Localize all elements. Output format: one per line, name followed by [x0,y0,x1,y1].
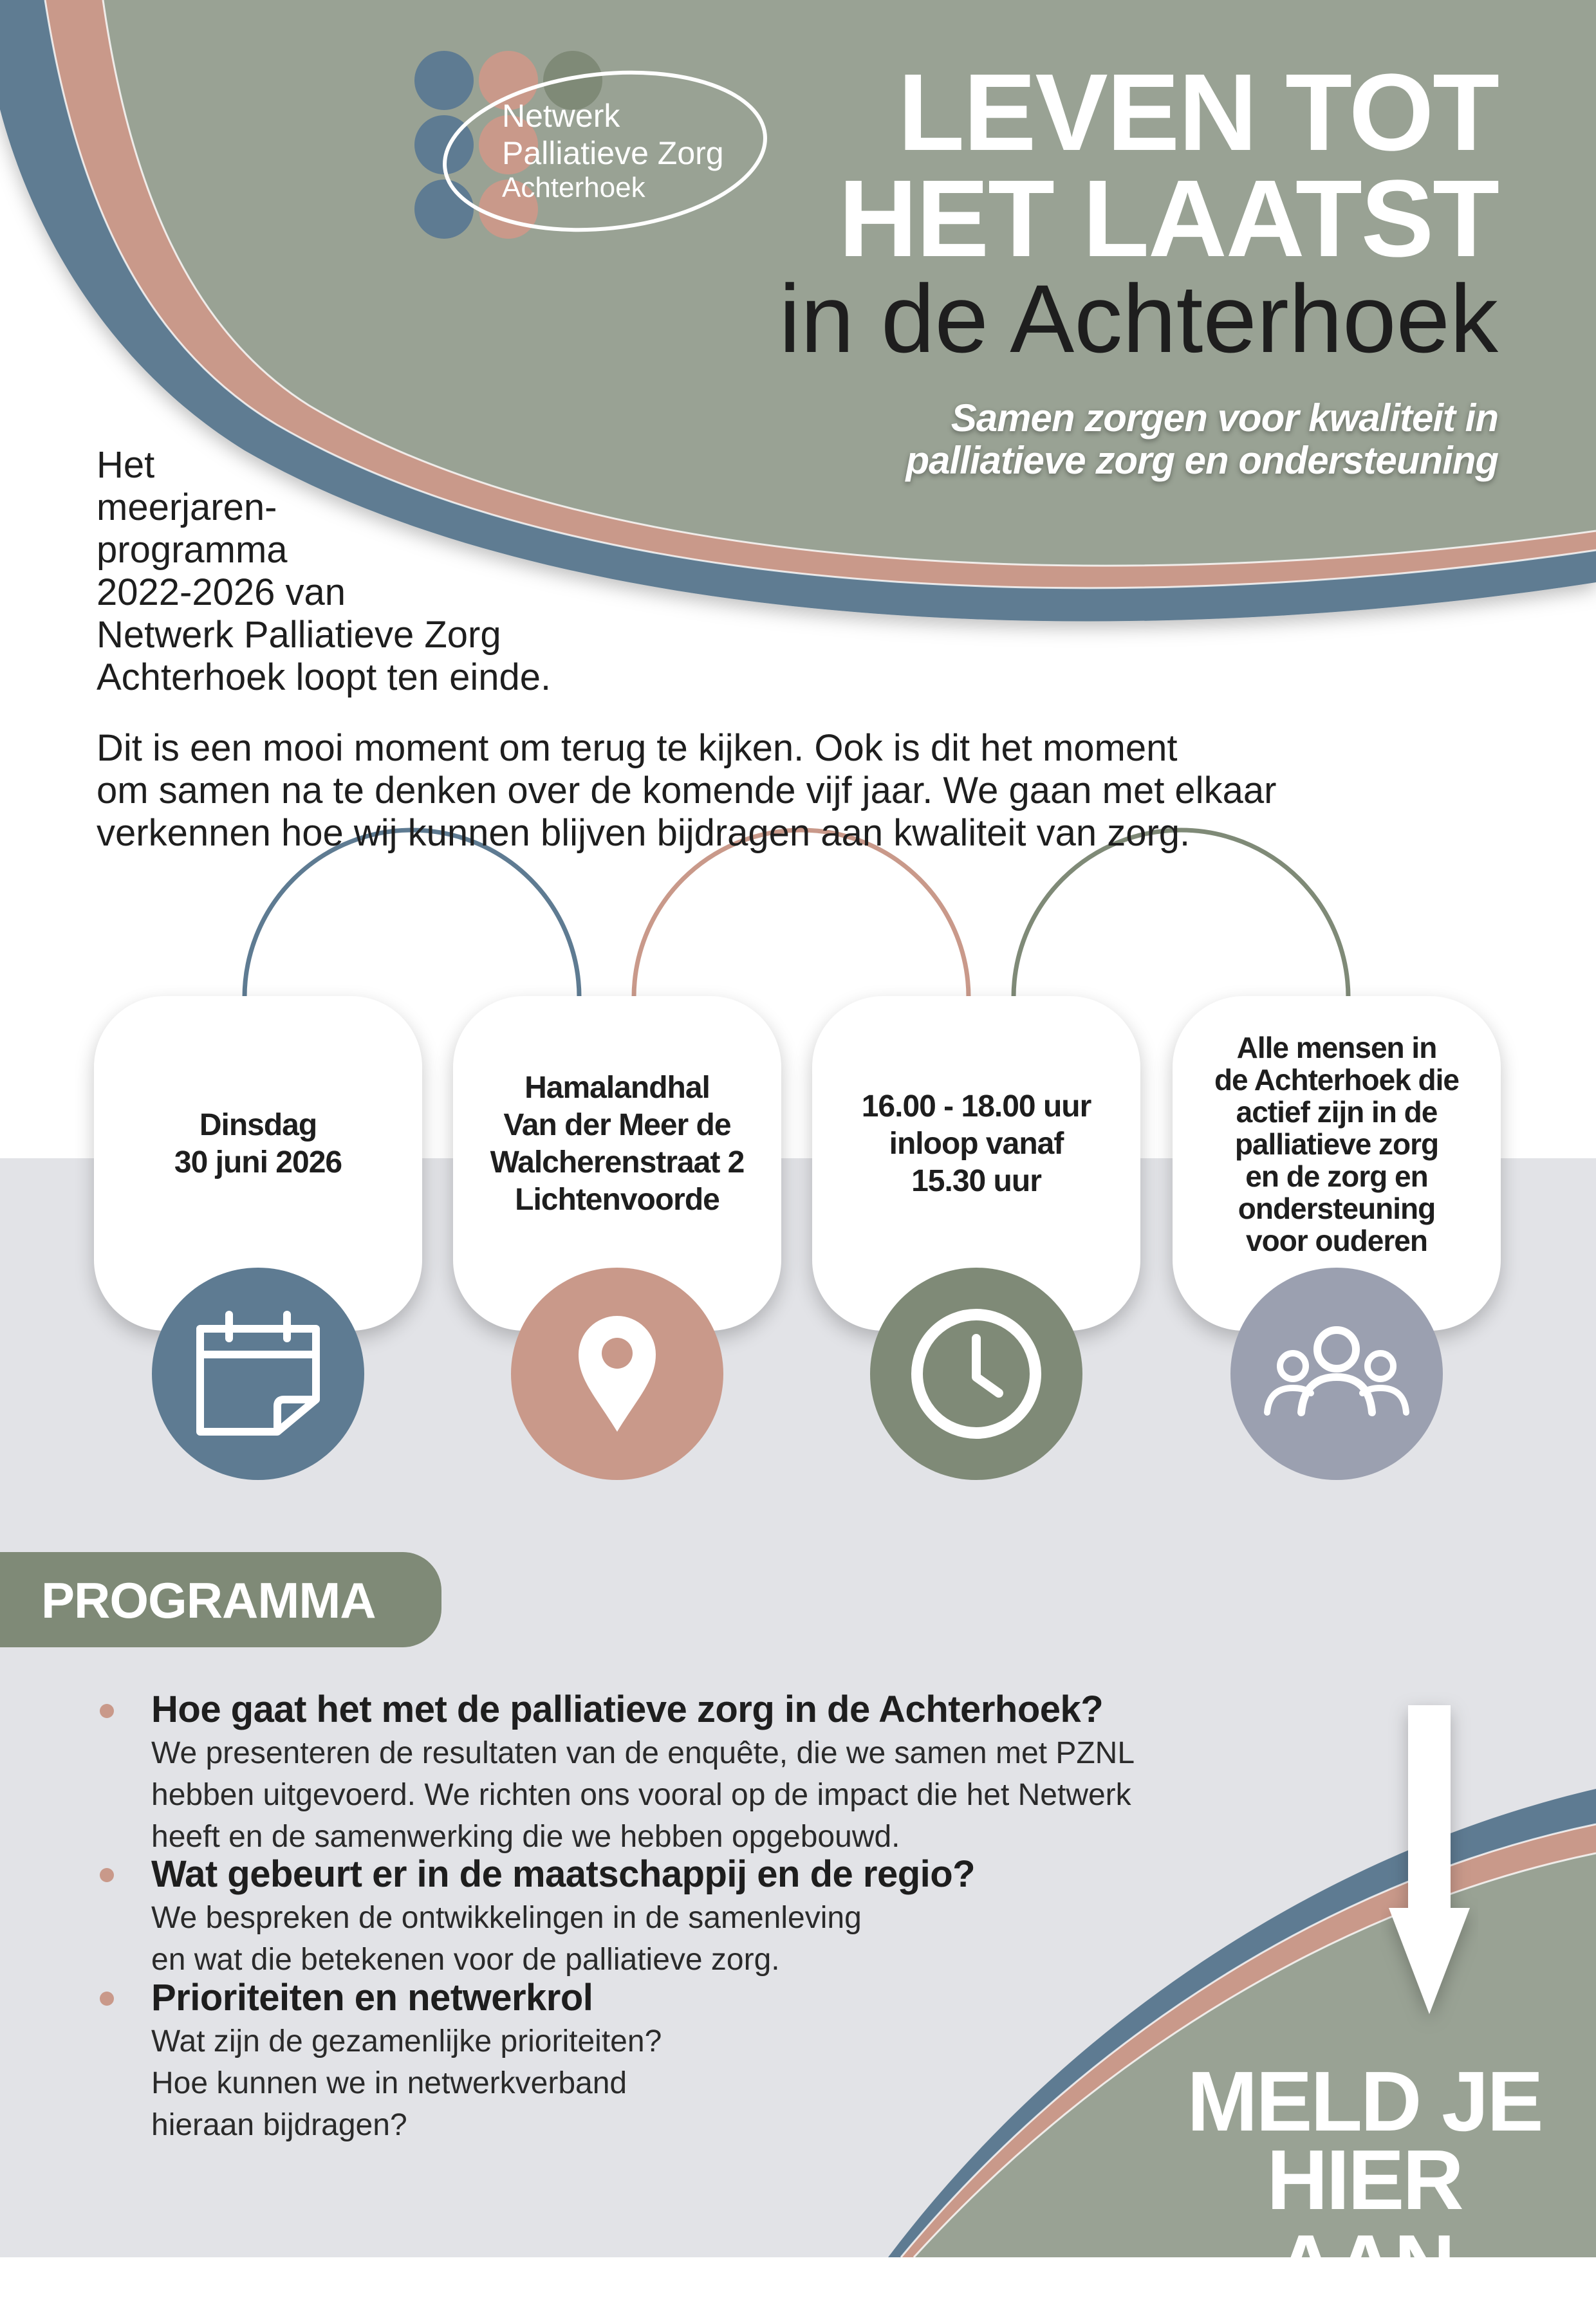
card-arc-blue [245,830,579,997]
audience-text: Alle mensen in de Achterhoek die actief zijn in de palliatieve zorg en de zorg en ondersteuning voor ouderen [1214,1031,1460,1257]
programma-item-desc: We bespreken de ontwikkelingen in de samenleving [151,1901,862,1935]
subtitle-line1: Samen zorgen voor kwaliteit in [951,396,1498,439]
bullet-icon [100,1868,114,1882]
programma-item-desc: hieraan bijdragen? [151,2108,407,2142]
programma-item-desc: We presenteren de resultaten van de enquête, die we samen met PZNL [151,1736,1135,1770]
programma-item-desc: Hoe kunnen we in netwerkverband [151,2066,627,2100]
location-pin-icon [553,1309,682,1438]
date-text: Dinsdag 30 juni 2026 [174,1108,342,1179]
programma-item-desc: Wat zijn de gezamenlijke prioriteiten? [151,2024,662,2058]
card-arc-olive [1014,830,1348,997]
card-arc-rose [634,830,969,997]
intro-line: meerjaren- [97,486,277,528]
logo-line1: Netwerk [502,98,620,134]
location-text: Hamalandhal Van der Meer de Walcherenstraat 2 Lichtenvoorde [490,1071,745,1217]
intro-line: Het [97,444,155,486]
logo[interactable] [412,48,772,254]
programma-heading: PROGRAMMA [41,1572,376,1629]
programma-item-title: Prioriteiten en netwerkrol [151,1977,593,2019]
location-icon-circle [511,1268,723,1480]
logo-line3: Achterhoek [502,172,645,203]
intro-line: verkennen hoe wij kunnen blijven bijdragen aan kwaliteit van zorg. [97,812,1191,854]
group-icon-circle [1230,1268,1443,1480]
intro-line: om samen na te denken over de komende vijf jaar. We gaan met elkaar [97,770,1277,811]
cta-line2: HIER AAN [1267,2132,1462,2312]
time-text: 16.00 - 18.00 uur inloop vanaf 15.30 uur [861,1089,1091,1198]
intro-line: Netwerk Palliatieve Zorg [97,614,501,656]
cta-line1: MELD JE [1187,2054,1542,2149]
clock-icon [905,1303,1047,1445]
subtitle-line2: palliatieve zorg en ondersteuning [905,439,1498,482]
clock-icon-circle [870,1268,1082,1480]
title-line3: in de Achterhoek [779,264,1498,373]
bullet-icon [100,1704,114,1718]
title-line1: LEVEN TOT [898,51,1498,174]
programma-item-title: Wat gebeurt er in de maatschappij en de regio? [151,1853,976,1895]
intro-line: programma [97,529,288,571]
logo-line2: Palliatieve Zorg [502,135,724,171]
programma-item-desc: heeft en de samenwerking die we hebben opgebouwd. [151,1820,900,1854]
title-line2: HET LAATST [838,158,1498,280]
programma-item-desc: en wat die betekenen voor de palliatieve zorg. [151,1943,780,1977]
intro-line: Dit is een mooi moment om terug te kijken. Ook is dit het moment [97,727,1178,769]
register-cta[interactable] [1184,2053,1545,2312]
calendar-icon-circle [152,1268,364,1480]
programma-item-title: Hoe gaat het met de palliatieve zorg in de Achterhoek? [151,1688,1104,1730]
bullet-icon [100,1992,114,2006]
group-people-icon [1259,1309,1414,1438]
intro-line: 2022-2026 van [97,571,346,613]
calendar-icon [187,1303,329,1445]
programma-item-desc: hebben uitgevoerd. We richten ons vooral op de impact die het Netwerk [151,1778,1131,1812]
intro-line: Achterhoek loopt ten einde. [97,656,552,698]
